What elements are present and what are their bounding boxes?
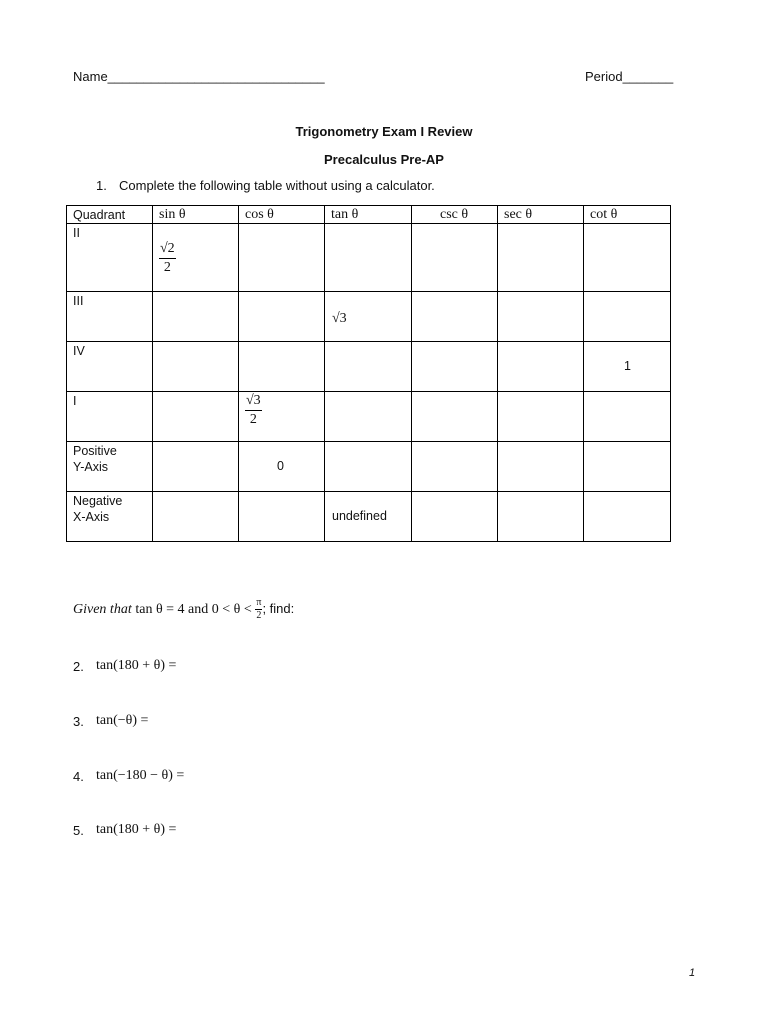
row-label-iii: III [73, 294, 84, 308]
question-1-text: Complete the following table without using a calculator. [119, 178, 435, 193]
header-cell-cot [584, 206, 671, 224]
fraction-numerator: √3 [246, 393, 261, 408]
given-prefix: Given that [73, 601, 132, 617]
cell-i-sin[interactable] [153, 392, 239, 442]
header-cell-cos [239, 206, 325, 224]
cos-posy-value: 0 [277, 459, 284, 473]
cell-i-csc[interactable] [412, 392, 498, 442]
page-subtitle: Precalculus Pre-AP [324, 152, 444, 167]
row-label-cell [67, 224, 153, 292]
table-row-quadrant-i [67, 392, 671, 442]
name-field-label: Name______________________________ [73, 69, 325, 84]
table-row-negative-x-axis [67, 492, 671, 542]
cos-header: cos θ [245, 207, 274, 222]
page-number: 1 [689, 967, 696, 979]
cot-iv-value: 1 [624, 359, 631, 373]
fraction-bar [159, 258, 176, 259]
tan-iii-value: √3 [332, 311, 347, 326]
cell-iii-sin[interactable] [153, 292, 239, 342]
row-label-negative-x-axis [73, 493, 122, 525]
row-label-line-2: Y-Axis [73, 460, 108, 474]
question-3-expression: tan(−θ) = [96, 713, 149, 728]
cell-i-sec[interactable] [498, 392, 584, 442]
question-2-number: 2. [73, 659, 84, 674]
cell-negx-sec[interactable] [498, 492, 584, 542]
given-statement [73, 598, 294, 621]
header-cell-sec [498, 206, 584, 224]
row-label-line-1: Positive [73, 444, 117, 458]
sin-ii-value [159, 241, 176, 276]
table-row-positive-y-axis [67, 442, 671, 492]
csc-header: csc θ [440, 207, 469, 222]
row-label-iv: IV [73, 344, 85, 358]
cell-negx-tan [325, 492, 412, 542]
cell-posy-tan[interactable] [325, 442, 412, 492]
cell-negx-sin[interactable] [153, 492, 239, 542]
table-row-quadrant-iii [67, 292, 671, 342]
cell-ii-csc[interactable] [412, 224, 498, 292]
header-cell-sin [153, 206, 239, 224]
question-5-number: 5. [73, 823, 84, 838]
row-label-ii: II [73, 226, 80, 240]
cell-posy-sec[interactable] [498, 442, 584, 492]
cell-iv-cot [584, 342, 671, 392]
row-label-cell [67, 392, 153, 442]
question-4-number: 4. [73, 769, 84, 784]
row-label-cell [67, 292, 153, 342]
row-label-i: I [73, 394, 77, 408]
quadrant-header: Quadrant [73, 208, 126, 222]
cell-i-tan[interactable] [325, 392, 412, 442]
cell-i-cos [239, 392, 325, 442]
cell-iii-cos[interactable] [239, 292, 325, 342]
cell-iv-csc[interactable] [412, 342, 498, 392]
pi-numerator: π [256, 597, 262, 608]
fraction-denominator: 2 [249, 412, 257, 427]
question-1-number: 1. [96, 178, 107, 193]
table-row-quadrant-ii [67, 224, 671, 292]
cos-i-value [245, 393, 262, 428]
row-label-cell [67, 442, 153, 492]
sin-header: sin θ [159, 207, 186, 222]
cell-iii-sec[interactable] [498, 292, 584, 342]
cell-ii-cot[interactable] [584, 224, 671, 292]
cell-negx-csc[interactable] [412, 492, 498, 542]
cell-iv-cos[interactable] [239, 342, 325, 392]
cell-iii-cot[interactable] [584, 292, 671, 342]
sec-header: sec θ [504, 207, 533, 222]
cell-negx-cot[interactable] [584, 492, 671, 542]
tan-negx-value: undefined [332, 509, 387, 523]
header-cell-csc [412, 206, 498, 224]
tan-header: tan θ [331, 207, 359, 222]
cell-iv-tan[interactable] [325, 342, 412, 392]
fraction-denominator: 2 [163, 260, 171, 275]
trig-table [66, 205, 671, 542]
cot-header: cot θ [590, 207, 618, 222]
table-row-quadrant-iv [67, 342, 671, 392]
table-header-row [67, 206, 671, 224]
row-label-cell [67, 342, 153, 392]
cell-ii-sec[interactable] [498, 224, 584, 292]
cell-iii-tan [325, 292, 412, 342]
question-5-expression: tan(180 + θ) = [96, 822, 177, 837]
period-field-label: Period_______ [585, 69, 674, 84]
header-cell-tan [325, 206, 412, 224]
cell-ii-tan[interactable] [325, 224, 412, 292]
cell-i-cot[interactable] [584, 392, 671, 442]
cell-posy-cot[interactable] [584, 442, 671, 492]
row-label-line-2: X-Axis [73, 510, 110, 524]
row-label-cell [67, 492, 153, 542]
pi-denominator: 2 [256, 610, 262, 621]
cell-posy-csc[interactable] [412, 442, 498, 492]
question-3-number: 3. [73, 714, 84, 729]
page-title: Trigonometry Exam I Review [295, 124, 473, 139]
header-cell-quadrant [67, 206, 153, 224]
cell-posy-cos [239, 442, 325, 492]
fraction-numerator: √2 [160, 241, 175, 256]
cell-iv-sec[interactable] [498, 342, 584, 392]
question-4-expression: tan(−180 − θ) = [96, 768, 185, 783]
cell-iv-sin[interactable] [153, 342, 239, 392]
given-condition: tan θ = 4 and 0 < θ < [135, 601, 252, 617]
cell-negx-cos[interactable] [239, 492, 325, 542]
cell-ii-sin [153, 224, 239, 292]
row-label-positive-y-axis [73, 443, 117, 475]
given-suffix: ; find: [262, 600, 295, 616]
question-2-expression: tan(180 + θ) = [96, 658, 177, 673]
fraction-bar [245, 410, 262, 411]
row-label-line-1: Negative [73, 494, 123, 508]
cell-iii-csc[interactable] [412, 292, 498, 342]
cell-posy-sin[interactable] [153, 442, 239, 492]
cell-ii-cos[interactable] [239, 224, 325, 292]
